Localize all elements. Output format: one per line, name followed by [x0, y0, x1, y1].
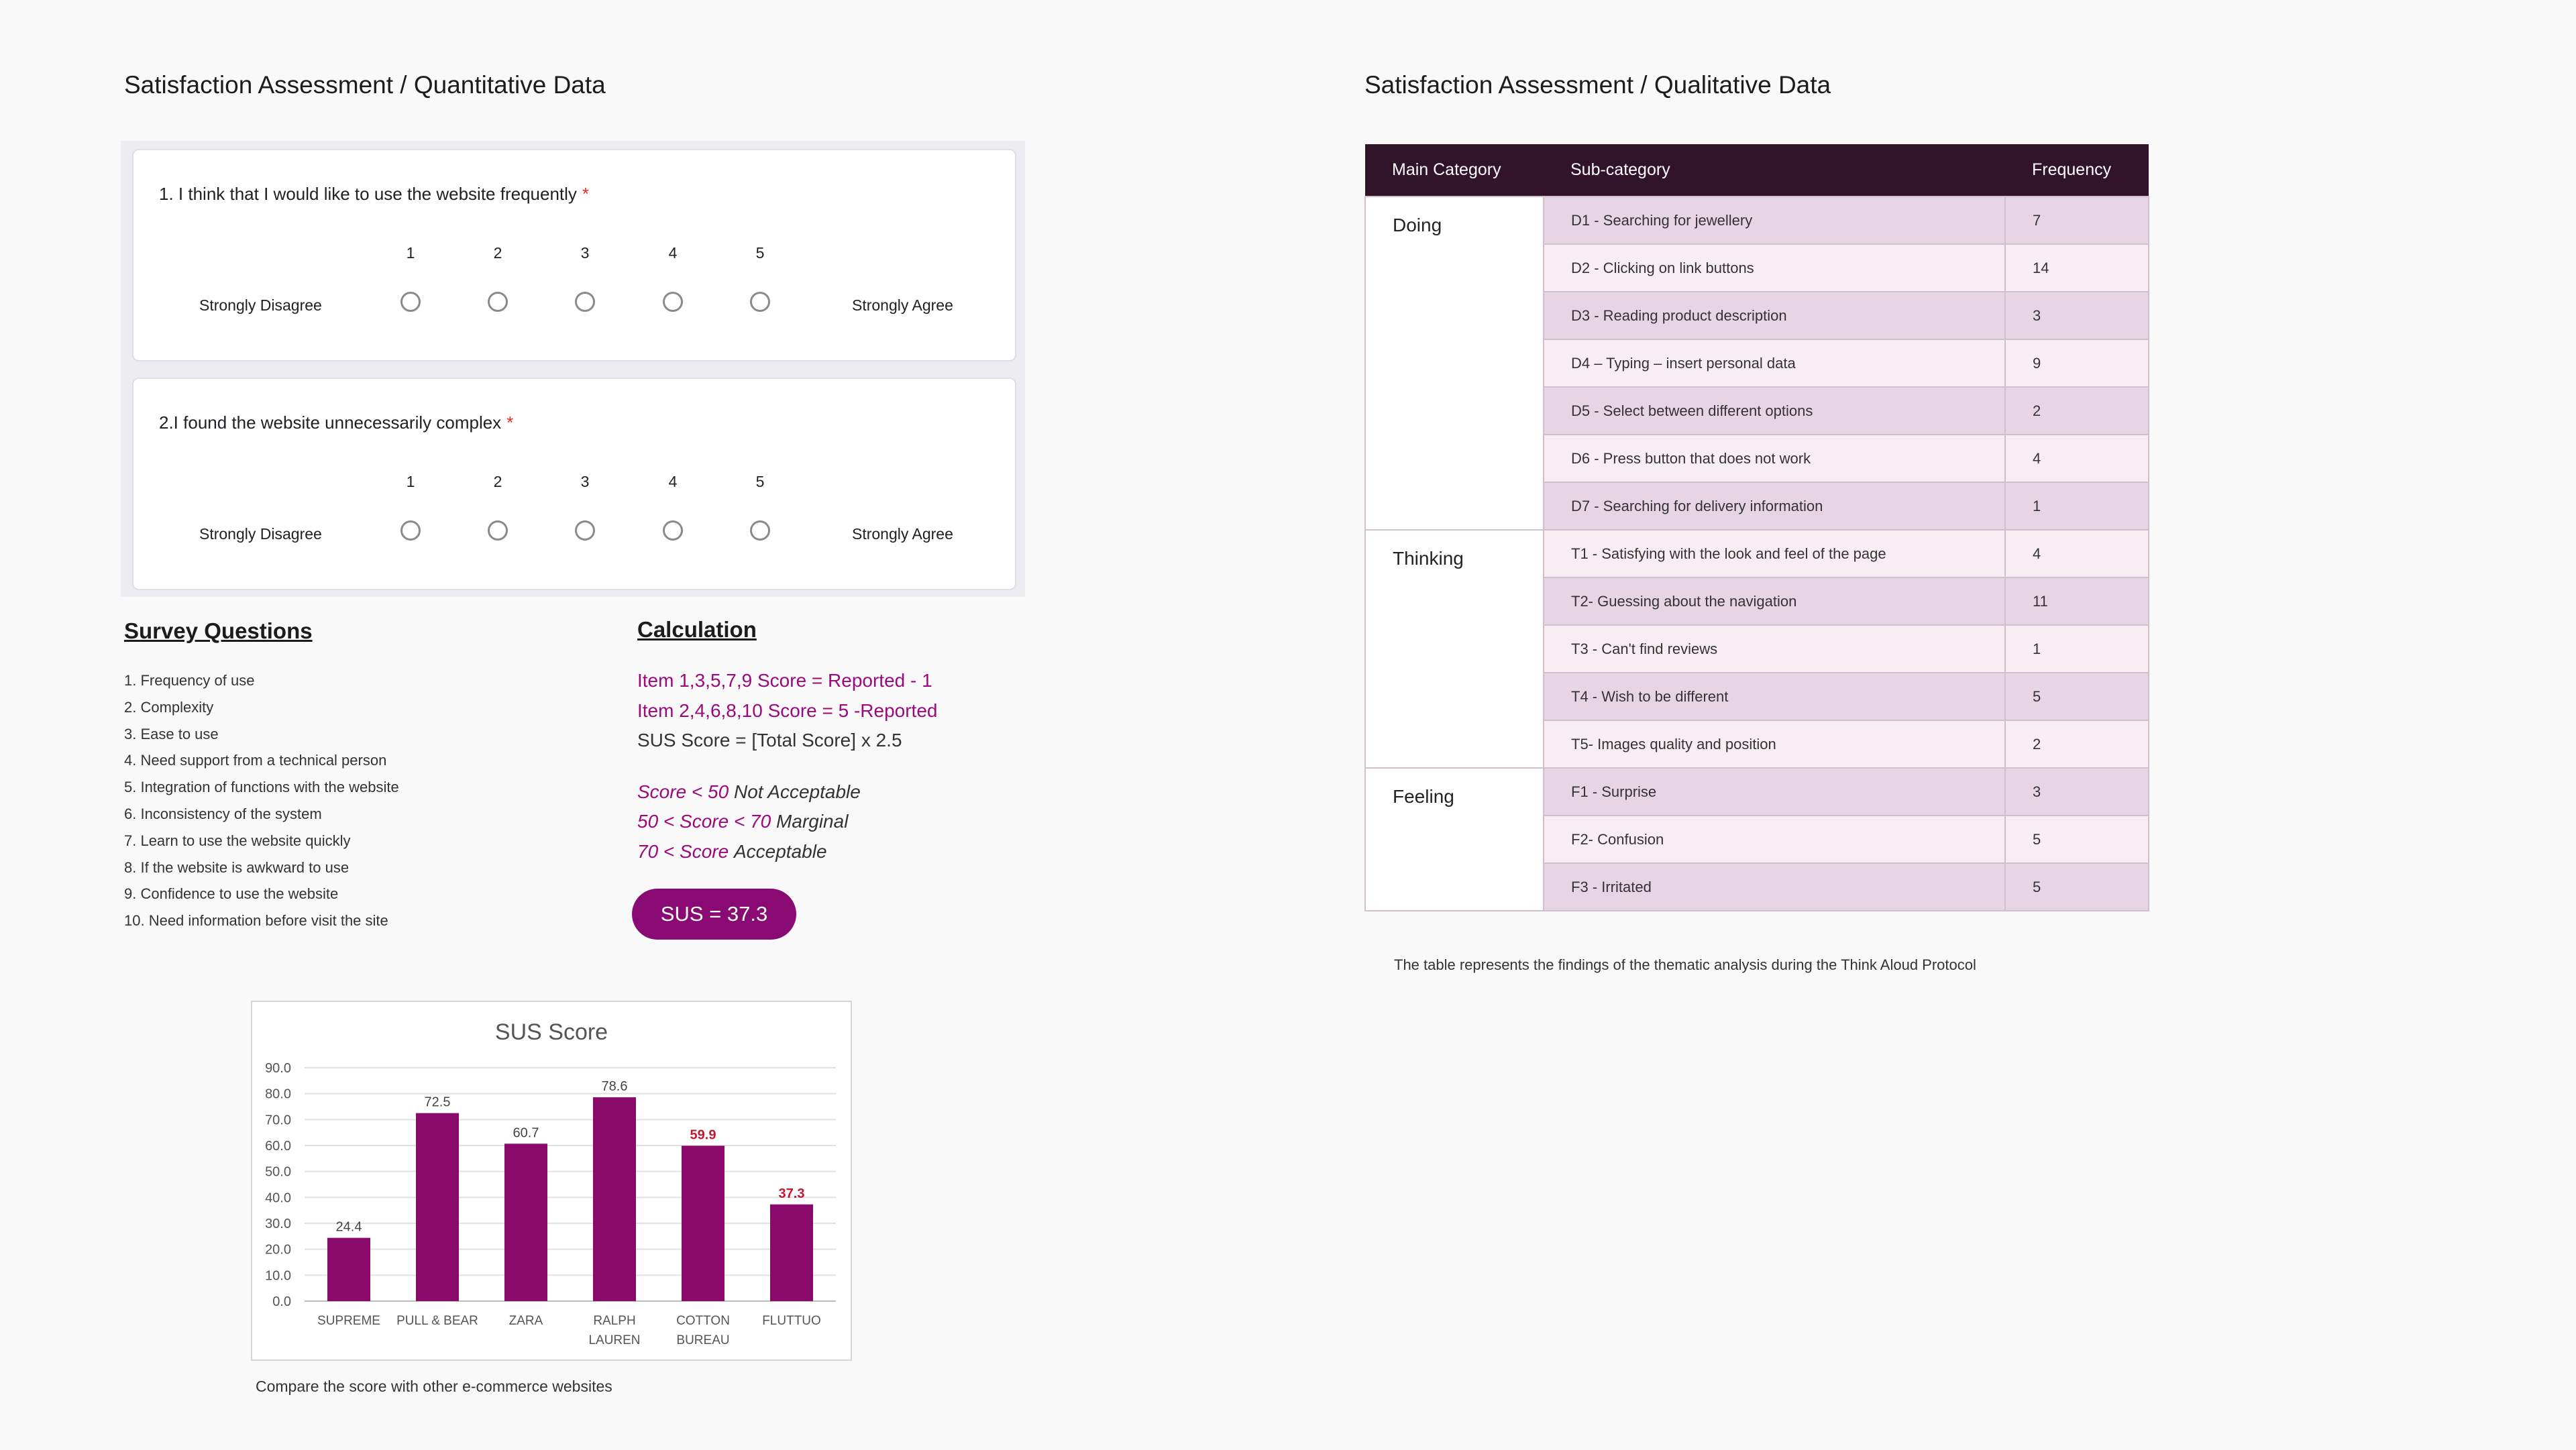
sub-category-cell: T4 - Wish to be different [1544, 673, 2005, 720]
table-row [1365, 530, 2149, 577]
sub-category-cell: D7 - Searching for delivery information [1544, 482, 2005, 530]
y-tick-label: 60.0 [265, 1139, 291, 1154]
main-category-cell: Feeling [1365, 768, 1544, 911]
frequency-cell: 5 [2005, 673, 2149, 720]
list-item: 7. Learn to use the website quickly [124, 832, 351, 849]
list-item: 10. Need information before visit the site [124, 912, 388, 930]
radio-option-3[interactable] [575, 520, 595, 541]
table-row [1365, 197, 2149, 244]
survey-question-list [124, 667, 399, 934]
radio-option-3[interactable] [575, 292, 595, 312]
frequency-cell: 5 [2005, 863, 2149, 911]
sub-category-cell: D4 – Typing – insert personal data [1544, 339, 2005, 387]
x-tick-label: FLUTTUO [762, 1314, 821, 1328]
sub-category-cell: F3 - Irritated [1544, 863, 2005, 911]
chart-caption: Compare the score with other e-commerce websites [256, 1378, 612, 1395]
scale-num-5: 5 [755, 244, 765, 262]
range-expr: Score < 50 [637, 781, 729, 802]
list-item: 4. Need support from a technical person [124, 752, 387, 769]
main-category-cell: Thinking [1365, 530, 1544, 768]
scale-num-2: 2 [493, 473, 502, 490]
x-tick-label: RALPH [593, 1314, 636, 1328]
x-tick-label: PULL & BEAR [396, 1314, 478, 1328]
range-line [637, 777, 937, 807]
frequency-cell: 5 [2005, 816, 2149, 863]
list-item: 9. Confidence to use the website [124, 885, 339, 903]
sub-category-cell: D5 - Select between different options [1544, 387, 2005, 435]
scale-high-label: Strongly Agree [852, 296, 953, 314]
list-item: 2. Complexity [124, 698, 214, 716]
sub-category-cell: F1 - Surprise [1544, 768, 2005, 816]
radio-option-4[interactable] [663, 520, 683, 541]
list-item: 3. Ease to use [124, 725, 219, 742]
range-line [637, 837, 937, 867]
frequency-cell: 7 [2005, 197, 2149, 244]
data-label: 78.6 [601, 1079, 628, 1095]
list-item: 6. Inconsistency of the system [124, 805, 322, 822]
data-label: 60.7 [513, 1125, 539, 1141]
radio-option-1[interactable] [400, 292, 421, 312]
sub-category-cell: T5- Images quality and position [1544, 720, 2005, 768]
y-tick-label: 50.0 [265, 1164, 291, 1180]
survey-form [121, 141, 1025, 597]
header-frequency: Frequency [2005, 144, 2149, 197]
sub-category-cell: T3 - Can't find reviews [1544, 625, 2005, 673]
header-main-category: Main Category [1365, 144, 1544, 197]
frequency-cell: 9 [2005, 339, 2149, 387]
question-card-1 [132, 149, 1016, 361]
scale-high-label: Strongly Agree [852, 525, 953, 543]
data-label: 37.3 [778, 1186, 805, 1201]
main-category-cell: Doing [1365, 197, 1544, 530]
frequency-cell: 4 [2005, 530, 2149, 577]
calc-line: Item 2,4,6,8,10 Score = 5 -Reported [637, 700, 938, 721]
x-tick-label: ZARA [508, 1314, 543, 1328]
y-tick-label: 40.0 [265, 1190, 291, 1206]
bar [327, 1238, 370, 1301]
list-item: 1. Frequency of use [124, 672, 255, 689]
qual-section-title: Satisfaction Assessment / Qualitative Data [1364, 71, 1831, 99]
radio-option-2[interactable] [488, 520, 508, 541]
sub-category-cell: D2 - Clicking on link buttons [1544, 244, 2005, 292]
radio-option-5[interactable] [750, 292, 770, 312]
frequency-cell: 1 [2005, 482, 2149, 530]
scale-num-4: 4 [668, 244, 678, 262]
sub-category-cell: F2- Confusion [1544, 816, 2005, 863]
required-marker: * [506, 412, 514, 433]
y-tick-label: 80.0 [265, 1086, 291, 1102]
table-header-row [1365, 144, 2149, 197]
range-expr: 70 < Score [637, 840, 729, 862]
y-tick-label: 0.0 [272, 1294, 291, 1309]
scale-num-3: 3 [580, 244, 590, 262]
x-tick-label: LAUREN [588, 1333, 641, 1347]
frequency-cell: 3 [2005, 292, 2149, 339]
scale-num-5: 5 [755, 473, 765, 490]
quant-section-title: Satisfaction Assessment / Quantitative Data [124, 71, 606, 99]
bar [416, 1113, 459, 1301]
sub-category-cell: D3 - Reading product description [1544, 292, 2005, 339]
scale-low-label: Strongly Disagree [199, 296, 322, 314]
scale-num-1: 1 [406, 244, 415, 262]
range-label: Marginal [776, 811, 849, 832]
radio-option-4[interactable] [663, 292, 683, 312]
x-tick-label: SUPREME [317, 1314, 380, 1328]
chart-title: SUS Score [494, 1019, 608, 1045]
header-sub-category: Sub-category [1544, 144, 2005, 197]
question-1-text: 1. I think that I would like to use the website frequently [159, 184, 577, 204]
data-label: 72.5 [424, 1095, 451, 1110]
scale-num-3: 3 [580, 473, 590, 490]
frequency-cell: 3 [2005, 768, 2149, 816]
question-2-title [159, 412, 513, 433]
x-tick-label: BUREAU [676, 1333, 730, 1347]
bar [682, 1146, 724, 1301]
radio-option-1[interactable] [400, 520, 421, 541]
bar [770, 1205, 813, 1301]
y-tick-label: 10.0 [265, 1268, 291, 1284]
table-caption: The table represents the findings of the thematic analysis during the Think Aloud Protocol [1394, 956, 1976, 973]
y-tick-label: 90.0 [265, 1061, 291, 1076]
frequency-cell: 1 [2005, 625, 2149, 673]
range-label: Not Acceptable [733, 781, 861, 802]
list-item: 5. Integration of functions with the website [124, 779, 399, 796]
x-tick-label: COTTON [676, 1314, 730, 1328]
qualitative-table [1364, 144, 2149, 911]
sus-score-chart [251, 1001, 852, 1361]
scale-num-2: 2 [493, 244, 502, 262]
bar [593, 1097, 636, 1301]
data-label: 59.9 [690, 1127, 716, 1143]
frequency-cell: 4 [2005, 435, 2149, 482]
required-marker: * [582, 184, 590, 204]
range-expr: 50 < Score < 70 [637, 811, 771, 832]
question-card-2 [132, 378, 1016, 590]
scale-num-1: 1 [406, 473, 415, 490]
sub-category-cell: D6 - Press button that does not work [1544, 435, 2005, 482]
range-label: Acceptable [733, 840, 827, 862]
sub-category-cell: T1 - Satisfying with the look and feel of the page [1544, 530, 2005, 577]
frequency-cell: 14 [2005, 244, 2149, 292]
sub-category-cell: T2- Guessing about the navigation [1544, 577, 2005, 625]
y-tick-label: 20.0 [265, 1242, 291, 1258]
scale-num-4: 4 [668, 473, 678, 490]
list-item: 8. If the website is awkward to use [124, 858, 350, 876]
radio-option-2[interactable] [488, 292, 508, 312]
question-1-title [159, 184, 589, 205]
calculation-heading: Calculation [637, 617, 757, 642]
sub-category-cell: D1 - Searching for jewellery [1544, 197, 2005, 244]
bar [504, 1144, 547, 1301]
calc-line: SUS Score = [Total Score] x 2.5 [637, 730, 902, 750]
survey-questions-heading: Survey Questions [124, 618, 313, 643]
frequency-cell: 2 [2005, 720, 2149, 768]
sus-result-badge: SUS = 37.3 [632, 889, 796, 940]
range-line [637, 807, 937, 837]
frequency-cell: 11 [2005, 577, 2149, 625]
question-2-text: 2.I found the website unnecessarily complex [159, 412, 502, 433]
radio-option-5[interactable] [750, 520, 770, 541]
calculation-block [637, 666, 937, 867]
scale-low-label: Strongly Disagree [199, 525, 322, 543]
frequency-cell: 2 [2005, 387, 2149, 435]
y-tick-label: 30.0 [265, 1217, 291, 1231]
y-tick-label: 70.0 [265, 1113, 291, 1128]
data-label: 24.4 [335, 1219, 362, 1235]
calc-line: Item 1,3,5,7,9 Score = Reported - 1 [637, 670, 932, 691]
table-row [1365, 768, 2149, 816]
chart-svg [252, 1002, 851, 1359]
